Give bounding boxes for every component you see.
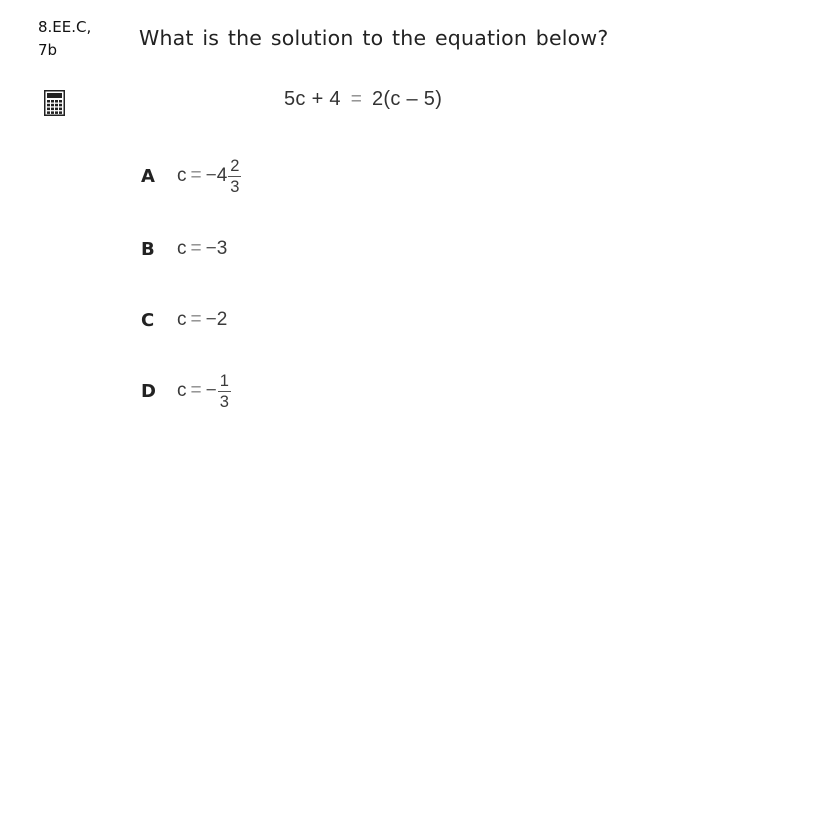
choice-sign: − xyxy=(205,309,217,330)
question-text: What is the solution to the equation below? xyxy=(139,26,609,50)
choice-letter: D xyxy=(141,380,156,402)
choice-math xyxy=(177,309,227,331)
choice-sign: − xyxy=(205,238,217,259)
choice-variable: c xyxy=(177,238,187,259)
equation-equals: = xyxy=(350,89,363,110)
choice-b[interactable] xyxy=(141,229,227,269)
calculator-icon[interactable] xyxy=(44,90,65,116)
standard-code xyxy=(38,16,108,62)
choice-equals: = xyxy=(190,238,202,259)
choice-letter: C xyxy=(141,309,155,331)
choice-fraction xyxy=(218,372,231,411)
choice-sign: − xyxy=(205,380,217,401)
choice-variable: c xyxy=(177,380,187,401)
choice-equals: = xyxy=(190,309,202,330)
choice-value: 2 xyxy=(216,309,228,330)
equation-lhs: 5c + 4 xyxy=(284,88,341,110)
choice-math xyxy=(177,238,227,260)
choice-d[interactable] xyxy=(141,371,231,411)
fraction-numerator: 2 xyxy=(230,156,240,175)
choice-a[interactable] xyxy=(141,156,241,196)
fraction-denominator: 3 xyxy=(219,392,229,411)
choice-variable: c xyxy=(177,165,187,186)
standard-code-line2: 7b xyxy=(38,41,58,59)
choice-equals: = xyxy=(190,165,202,186)
choice-sign: − xyxy=(205,165,217,186)
choice-letter: A xyxy=(141,165,155,187)
choice-whole: 4 xyxy=(216,165,228,186)
choice-equals: = xyxy=(190,380,202,401)
equation-rhs: 2(c – 5) xyxy=(371,88,443,110)
choice-math xyxy=(177,372,231,411)
choice-fraction xyxy=(228,157,241,196)
fraction-denominator: 3 xyxy=(230,177,240,196)
fraction-numerator: 1 xyxy=(219,371,229,390)
choice-value: 3 xyxy=(216,238,228,259)
choice-letter: B xyxy=(141,238,155,260)
choice-variable: c xyxy=(177,309,187,330)
standard-code-line1: 8.EE.C, xyxy=(38,18,92,36)
choice-c[interactable] xyxy=(141,300,227,340)
choice-math xyxy=(177,157,241,196)
equation xyxy=(284,88,442,111)
